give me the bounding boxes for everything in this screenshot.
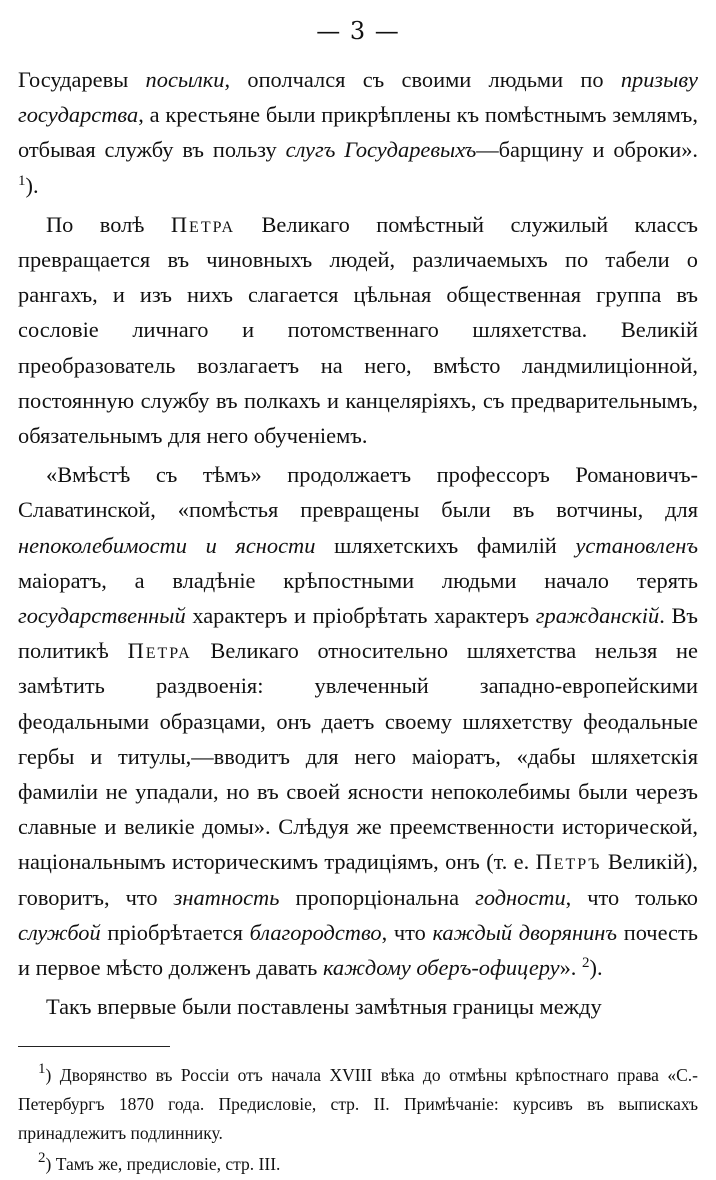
text-run: Такъ впервые были поставлены замѣтныя границы между [46, 994, 602, 1020]
text-run: Великаго относительно шляхетства нельзя не замѣтить раздвоенія: увлеченный западно-европейскими феодальными образцами, онъ даетъ своему шляхетству феодальные гербы и титулы,—вводитъ для него маіоратъ, «дабы шляхетскія фамиліи не упадали, но въ своей ясности непоколебимы были черезъ славные и великіе домы». Слѣдуя же преемственности исторической, національнымъ историческимъ традиціямъ, онъ (т. е. [18, 638, 698, 875]
italic-run: годности [475, 884, 566, 910]
italic-run: посылки [145, 67, 225, 92]
footnote-text: ) Дворянство въ Россіи отъ начала XVIII вѣка до отмѣны крѣпостнаго права «С.-Петербургъ 1870 года. Предисловіе, стр. II. Примѣчаніе: курсивъ въ выпискахъ принадлежитъ подлиннику. [18, 1065, 698, 1144]
spaced-name: Петръ [535, 849, 602, 875]
footnote-2 [18, 1150, 698, 1179]
text-run: Великій), говоритъ, что [18, 849, 698, 910]
italic-run: слугъ Государевыхъ [285, 137, 477, 163]
spaced-name: Петра [170, 211, 236, 237]
text-run: . Въ политикѣ [18, 603, 698, 664]
italic-run: установленъ [575, 532, 698, 558]
text-run: ». [559, 955, 582, 981]
italic-run: призыву государства [18, 67, 698, 128]
paragraph-1 [18, 62, 698, 203]
text-run: По волѣ [46, 211, 171, 237]
italic-run: гражданскій [535, 603, 660, 629]
text-run: «Вмѣстѣ съ тѣмъ» продолжаетъ профессоръ Романовичъ-Славатинской, «помѣстья превращены были въ вотчины, для [18, 462, 698, 523]
text-run: Великаго помѣстный служилый классъ превращается въ чиновныхъ людей, различаемыхъ по табели о рангахъ, и изъ нихъ слагается цѣльная общественная группа въ сословіе личнаго и потомственнаго шляхетства. Великій преобразователь возлагаетъ на него, вмѣсто ландмилиціонной, постоянную службу въ полкахъ и канцеляріяхъ, съ предварительнымъ, обязательнымъ для него обученіемъ. [18, 211, 698, 449]
document-page [18, 0, 698, 1179]
text-run: ). [25, 172, 39, 198]
footnote-1 [18, 1061, 698, 1148]
italic-run: благородство [249, 919, 382, 945]
italic-run: службой [18, 919, 101, 945]
text-run: , что [381, 919, 433, 945]
footnote-ref-1: 1 [18, 172, 26, 189]
text-run: , ополчался съ своими людьми по [224, 67, 621, 92]
text-run: ). [589, 955, 603, 981]
italic-run: знатность [173, 884, 280, 910]
text-run: Государевы [18, 67, 146, 92]
italic-run: каждому оберъ-офицеру [322, 955, 560, 981]
italic-run: непоколебимости и ясности [18, 532, 316, 558]
text-run: шляхетскихъ фамилій [315, 532, 576, 558]
text-run: , а крестьяне были прикрѣплены къ помѣстнымъ землямъ, отбывая службу въ пользу [18, 102, 698, 163]
italic-run: каждый дворянинъ [432, 919, 618, 945]
footnote-ref-2: 2 [581, 955, 590, 972]
footnotes [18, 1061, 698, 1179]
footnote-mark: 1 [38, 1061, 46, 1078]
paragraph-3 [18, 457, 698, 985]
body-text [18, 62, 698, 1024]
footnote-divider [18, 1046, 170, 1047]
text-run: почесть и первое мѣсто долженъ давать [18, 919, 698, 981]
footnote-text: ) Тамъ же, предисловіе, стр. III. [45, 1154, 281, 1175]
paragraph-2 [18, 207, 698, 453]
text-run: пропорціональна [279, 884, 476, 910]
text-run: —барщину и оброки». [476, 137, 698, 163]
paragraph-4 [18, 989, 698, 1024]
footnote-mark: 2 [38, 1150, 46, 1167]
text-run: характеръ и пріобрѣтать характеръ [185, 603, 536, 629]
spaced-name: Петра [127, 638, 192, 664]
text-run: маіоратъ, а владѣніе крѣпостными людьми начало терять [18, 567, 698, 593]
text-run: пріобрѣтается [100, 919, 250, 945]
italic-run: государственный [18, 603, 186, 629]
page-number: — 3 — [316, 17, 400, 45]
text-run: , что только [565, 884, 698, 910]
